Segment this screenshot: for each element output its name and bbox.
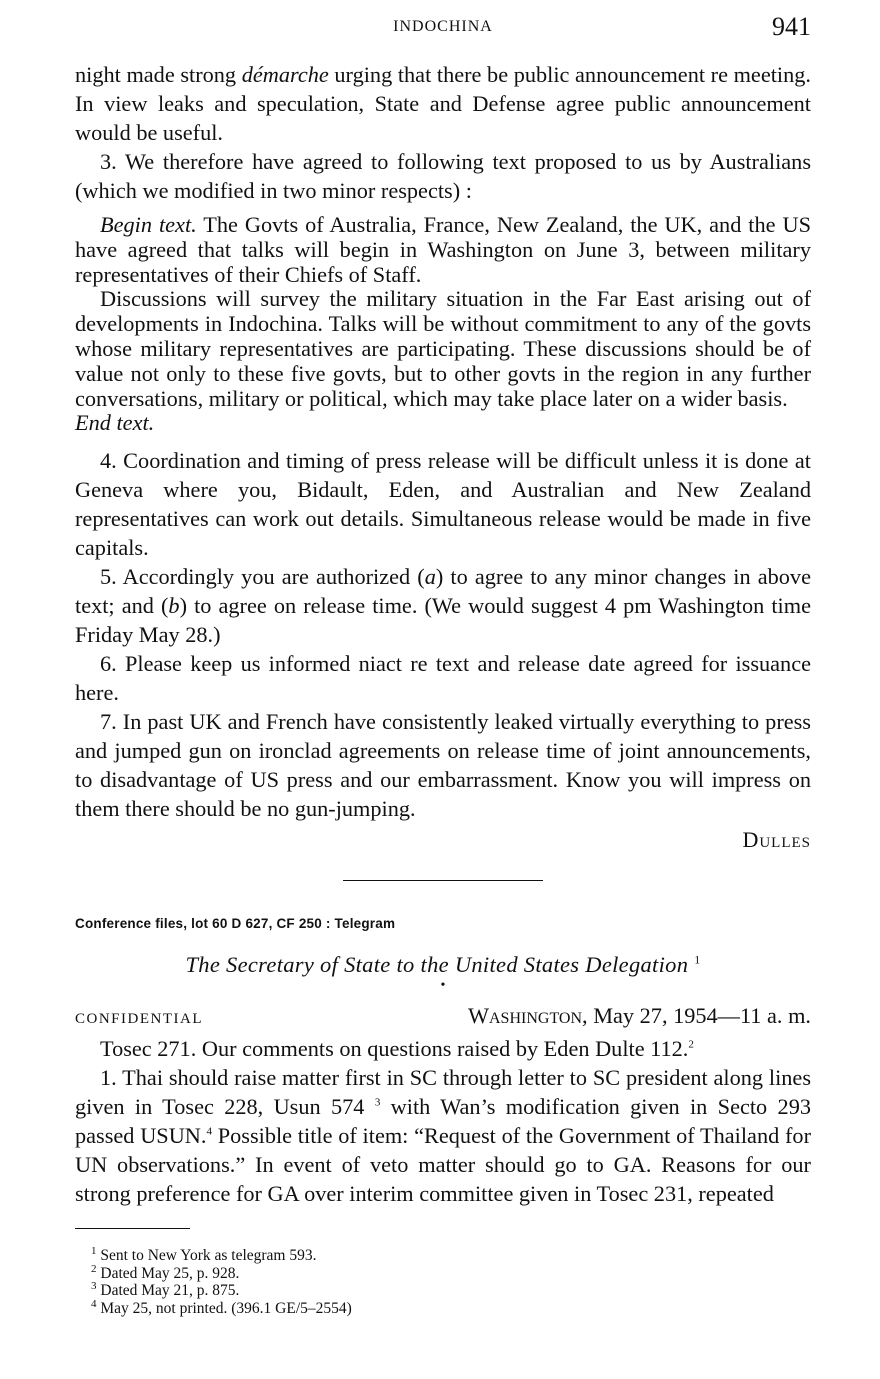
footnotes [75,1247,811,1317]
paragraph-4: 4. Coordination and timing of press release will be difficult unless it is done at Geneva where you, Bidault, Eden, and Australian and New Zealand representatives can work out details. Simultaneous release would be made in five capitals. [75,448,811,561]
paragraph-tosec: Tosec 271. Our comments on questions raised by Eden Dulte 112.$^2$ [100,1036,694,1062]
dot-mark: • [440,978,446,994]
signature: Dulles [742,827,811,853]
paragraph-6: 6. Please keep us informed niact re text and release date agreed for issuance here. [75,651,811,706]
footnote-1: $^1$ Sent to New York as telegram 593. [91,1245,317,1265]
first-document [75,60,811,1317]
paragraph-1: 1. Thai should raise matter first in SC through letter to SC president along lines given in Tosec 228, Usun 574 $^3$ with Wan’s modification given in Secto 293 passed USUN.$^4$ Possible title of item: “Request of the Government of Thailand for UN observations.” In event of veto matter should go to GA. Reasons for our strong preference for GA over interim committee given in Tosec 231, repeated [75,1065,811,1207]
paragraph-intro: night made strong démarche urging that there be public announcement re meeting. In view leaks and speculation, State and Defense agree public announcement would be useful. [75,62,811,145]
footnote-2: $^2$ Dated May 25, p. 928. [91,1262,240,1282]
demarche-term: démarche [241,62,329,87]
page-number: 941 [772,12,811,41]
running-head [75,14,811,46]
paragraph-3: 3. We therefore have agreed to following text proposed to us by Australians (which we modified in two minor respects) : [75,149,811,203]
paragraph-7: 7. In past UK and French have consistently leaked virtually everything to press and jumped gun on ironclad agreements on release time of joint announcements, to disadvantage of US press and our embarrassment. Know you will impress on them there should be no gun-jumping. [75,709,811,822]
section-divider [343,880,543,881]
footnote-divider [75,1228,190,1229]
dateline [75,1001,811,1034]
source-note: Conference files, lot 60 D 627, CF 250 : Telegram [75,916,396,932]
quoted-text-block [75,213,811,436]
footnote-ref-4[interactable]: 4 [206,1125,212,1138]
begin-text-label: Begin text. [100,212,197,237]
quote-paragraph-1: Begin text. The Govts of Australia, France, New Zealand, the UK, and the US have agreed that talks will begin in Washington on June 3, between military representatives of their Chiefs of Staff. [75,212,811,287]
classification: CONFIDENTIAL [75,1011,203,1028]
place-date: Washington, May 27, 1954—11 a. m. [467,1003,811,1029]
footnote-ref-3[interactable]: 3 [374,1096,381,1109]
footnote-4: $^4$ May 25, not printed. (396.1 GE/5–2554) [91,1297,352,1317]
paragraph-5: 5. Accordingly you are authorized (a) to agree to any minor changes in above text; and (b) to agree on release time. (We would suggest 4 pm Washington time Friday May 28.) [75,564,811,648]
quote-paragraph-2: Discussions will survey the military situation in the Far East arising out of developments in Indochina. Talks will be without commitment to any of the govts whose military representatives are participating. These discussions should be of value not only to these five govts, but to other govts in the region in any further conversations, military or political, which may take place later on a wider basis. [75,286,811,411]
document-title: The Secretary of State to the United States Delegation $^1$ [185,952,701,978]
running-title: INDOCHINA [393,18,493,35]
footnote-ref-2[interactable]: 2 [688,1038,694,1051]
footnote-3: $^3$ Dated May 21, p. 875. [91,1280,240,1300]
footnote-ref-1[interactable]: 1 [694,952,701,967]
end-text-label: End text. [75,410,155,436]
